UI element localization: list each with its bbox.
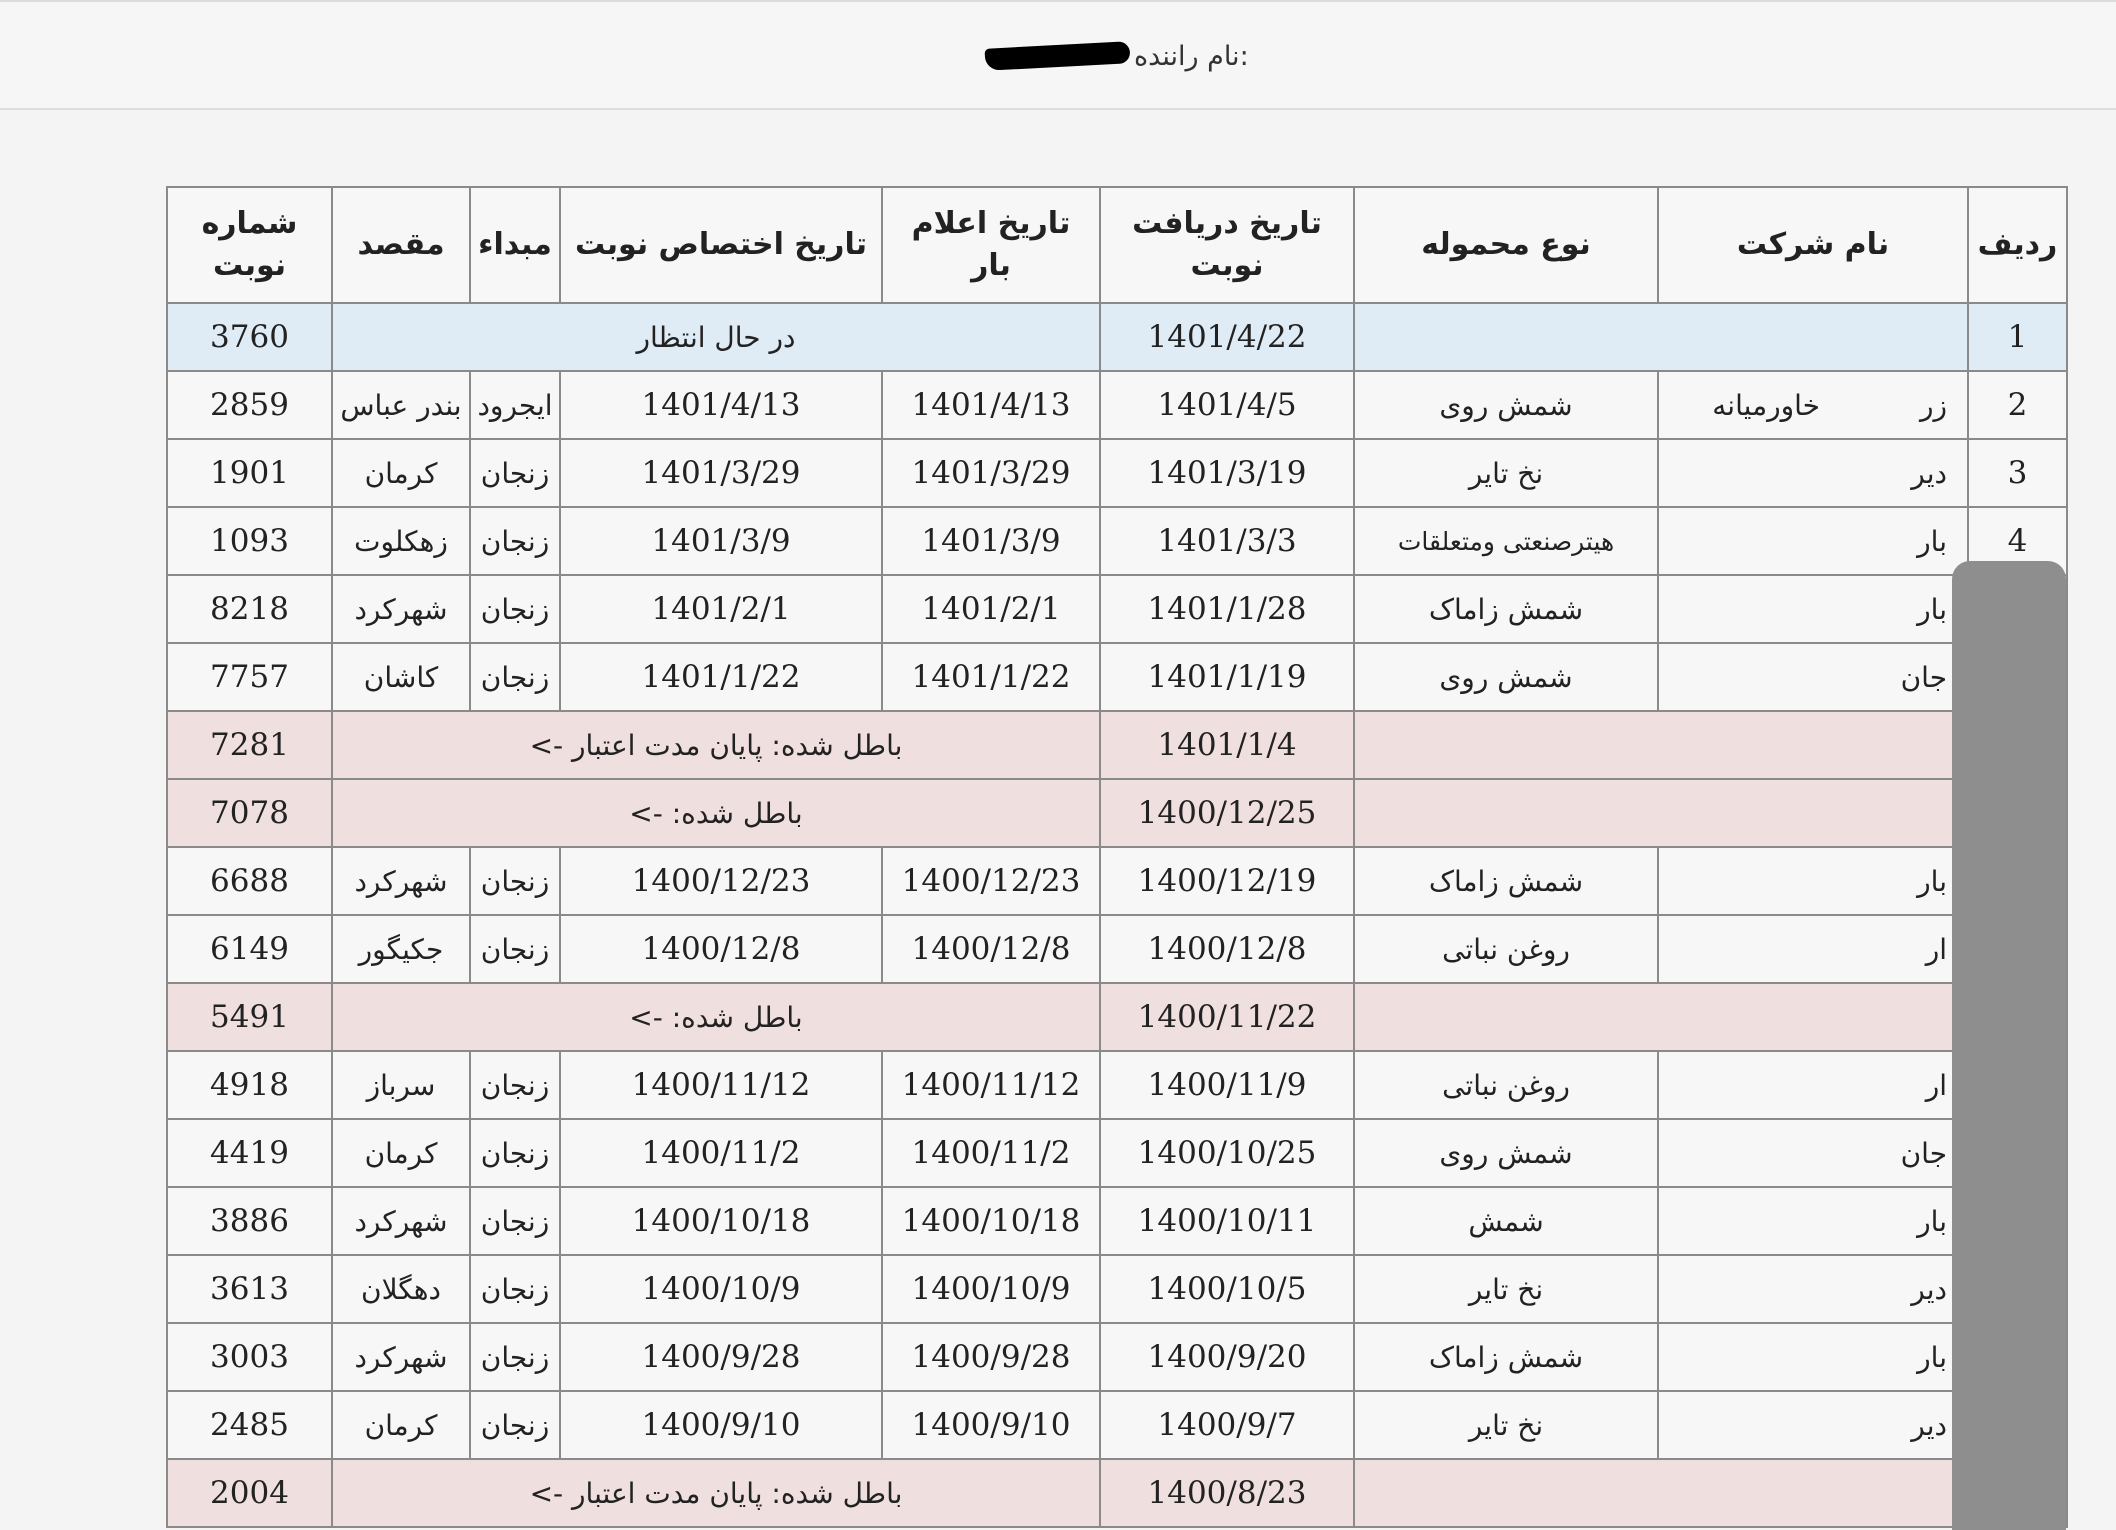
cell-received: 1400/10/5: [1100, 1255, 1354, 1323]
cell-origin: زنجان: [470, 643, 560, 711]
cell-received: 1400/9/20: [1100, 1323, 1354, 1391]
table-row: [167, 1391, 2067, 1459]
cell-origin: زنجان: [470, 915, 560, 983]
cell-company: دیر: [1658, 439, 1968, 507]
cell-assigned: 1400/9/10: [560, 1391, 882, 1459]
cell-cargo: شمش روی: [1354, 643, 1658, 711]
cell-announced: 1400/12/23: [882, 847, 1100, 915]
table-row: [167, 575, 2067, 643]
cell-number: 3003: [167, 1323, 332, 1391]
cell-assigned: 1401/4/13: [560, 371, 882, 439]
cell-company-head: زر: [1919, 388, 1947, 422]
col-header-origin: مبداء: [470, 187, 560, 303]
cell-company: ار: [1658, 1051, 1968, 1119]
cell-announced: 1400/10/18: [882, 1187, 1100, 1255]
cell-cargo: نخ تایر: [1354, 439, 1658, 507]
table-row: [167, 1459, 2067, 1527]
cell-destination: زهکلوت: [332, 507, 470, 575]
cell-status: باطل شده: پایان مدت اعتبار ->: [332, 711, 1100, 779]
cell-number: 7757: [167, 643, 332, 711]
cell-announced: 1401/4/13: [882, 371, 1100, 439]
cell-cargo: شمش زاماک: [1354, 847, 1658, 915]
cell-received: 1400/12/25: [1100, 779, 1354, 847]
cell-announced: 1400/9/10: [882, 1391, 1100, 1459]
cell-announced: 1400/11/2: [882, 1119, 1100, 1187]
cell-company: بار: [1658, 847, 1968, 915]
cell-received: 1400/8/23: [1100, 1459, 1354, 1527]
table-row: [167, 1187, 2067, 1255]
cell-company: بار: [1658, 575, 1968, 643]
cell-cargo: روغن نباتی: [1354, 915, 1658, 983]
cell-assigned: 1400/10/18: [560, 1187, 882, 1255]
cell-destination: جکیگور: [332, 915, 470, 983]
cell-destination: سرباز: [332, 1051, 470, 1119]
cell-company: [1658, 371, 1968, 439]
cell-origin: زنجان: [470, 1051, 560, 1119]
cell-number: 2485: [167, 1391, 332, 1459]
cell-assigned: 1401/1/22: [560, 643, 882, 711]
cell-announced: 1400/9/28: [882, 1323, 1100, 1391]
driver-name-label: نام راننده:: [1134, 40, 1249, 72]
cell-origin: زنجان: [470, 1323, 560, 1391]
cell-company: دیر: [1658, 1391, 1968, 1459]
cell-number: 4918: [167, 1051, 332, 1119]
cell-row: 4: [1968, 507, 2067, 575]
col-header-row: ردیف: [1968, 187, 2067, 303]
cell-empty: [1354, 303, 1968, 371]
cell-received: 1401/4/22: [1100, 303, 1354, 371]
cell-number: 6688: [167, 847, 332, 915]
cell-received: 1401/1/4: [1100, 711, 1354, 779]
cell-assigned: 1400/12/23: [560, 847, 882, 915]
table-row: [167, 303, 2067, 371]
cell-origin: زنجان: [470, 847, 560, 915]
cell-number: 3886: [167, 1187, 332, 1255]
cell-number: 7281: [167, 711, 332, 779]
cell-destination: شهرکرد: [332, 1323, 470, 1391]
cell-destination: کرمان: [332, 1391, 470, 1459]
cell-company: بار: [1658, 1187, 1968, 1255]
table-row: [167, 439, 2067, 507]
cell-assigned: 1401/2/1: [560, 575, 882, 643]
cell-received: 1401/4/5: [1100, 371, 1354, 439]
table-row: [167, 1119, 2067, 1187]
cell-company: ار: [1658, 915, 1968, 983]
page-header: [0, 0, 2116, 110]
cell-origin: زنجان: [470, 575, 560, 643]
cell-destination: شهرکرد: [332, 1187, 470, 1255]
cell-number: 7078: [167, 779, 332, 847]
cell-destination: دهگلان: [332, 1255, 470, 1323]
driver-name-line: [985, 32, 1249, 80]
col-header-company: نام شرکت: [1658, 187, 1968, 303]
cell-number: 3760: [167, 303, 332, 371]
cell-company: بار: [1658, 1323, 1968, 1391]
cell-destination: بندر عباس: [332, 371, 470, 439]
cell-cargo: نخ تایر: [1354, 1391, 1658, 1459]
cell-company: جان: [1658, 1119, 1968, 1187]
cell-destination: کرمان: [332, 1119, 470, 1187]
cell-number: 1901: [167, 439, 332, 507]
cell-destination: کرمان: [332, 439, 470, 507]
cell-company: دیر: [1658, 1255, 1968, 1323]
cell-received: 1401/1/28: [1100, 575, 1354, 643]
cell-cargo: شمش زاماک: [1354, 1323, 1658, 1391]
cell-destination: کاشان: [332, 643, 470, 711]
cell-empty: [1354, 779, 1968, 847]
table-row: [167, 915, 2067, 983]
col-header-destination: مقصد: [332, 187, 470, 303]
cell-assigned: 1401/3/9: [560, 507, 882, 575]
cell-announced: 1400/11/12: [882, 1051, 1100, 1119]
table-row: [167, 711, 2067, 779]
cell-company-tail: خاورمیانه: [1712, 388, 1820, 422]
cell-row: 2: [1968, 371, 2067, 439]
cell-cargo: نخ تایر: [1354, 1255, 1658, 1323]
driver-name-redaction: [985, 41, 1131, 71]
cell-announced: 1400/10/9: [882, 1255, 1100, 1323]
cell-origin: زنجان: [470, 439, 560, 507]
cell-destination: شهرکرد: [332, 575, 470, 643]
cell-cargo: شمش روی: [1354, 1119, 1658, 1187]
cell-origin: زنجان: [470, 1391, 560, 1459]
cell-cargo: شمش روی: [1354, 371, 1658, 439]
table-row: [167, 1255, 2067, 1323]
cell-number: 6149: [167, 915, 332, 983]
cell-status: باطل شده: ->: [332, 779, 1100, 847]
cell-origin: زنجان: [470, 1187, 560, 1255]
cell-announced: 1401/3/9: [882, 507, 1100, 575]
cell-company: جان: [1658, 643, 1968, 711]
table-row: [167, 847, 2067, 915]
cell-received: 1400/12/19: [1100, 847, 1354, 915]
cell-received: 1401/3/3: [1100, 507, 1354, 575]
cell-assigned: 1400/11/12: [560, 1051, 882, 1119]
cell-empty: [1354, 1459, 1968, 1527]
cell-cargo: هیترصنعتی ومتعلقات: [1354, 507, 1658, 575]
cell-status: باطل شده: پایان مدت اعتبار ->: [332, 1459, 1100, 1527]
table-header-row: [167, 187, 2067, 303]
cell-cargo: شمش: [1354, 1187, 1658, 1255]
cell-status: باطل شده: ->: [332, 983, 1100, 1051]
cell-cargo: روغن نباتی: [1354, 1051, 1658, 1119]
cell-received: 1401/1/19: [1100, 643, 1354, 711]
cell-number: 1093: [167, 507, 332, 575]
cell-received: 1400/11/9: [1100, 1051, 1354, 1119]
cell-received: 1401/3/19: [1100, 439, 1354, 507]
table-row: [167, 507, 2067, 575]
cell-assigned: 1401/3/29: [560, 439, 882, 507]
cell-received: 1400/9/7: [1100, 1391, 1354, 1459]
cell-number: 8218: [167, 575, 332, 643]
cell-origin: زنجان: [470, 507, 560, 575]
table-row: [167, 643, 2067, 711]
cell-empty: [1354, 983, 1968, 1051]
cell-origin: زنجان: [470, 1255, 560, 1323]
cell-announced: 1401/1/22: [882, 643, 1100, 711]
table-row: [167, 1323, 2067, 1391]
cell-announced: 1400/12/8: [882, 915, 1100, 983]
cell-row: 1: [1968, 303, 2067, 371]
cell-row: 3: [1968, 439, 2067, 507]
cell-number: 2004: [167, 1459, 332, 1527]
cell-origin: ایجرود: [470, 371, 560, 439]
col-header-number: شماره نوبت: [167, 187, 332, 303]
cell-number: 5491: [167, 983, 332, 1051]
table-row: [167, 983, 2067, 1051]
cell-assigned: 1400/11/2: [560, 1119, 882, 1187]
cell-number: 2859: [167, 371, 332, 439]
turns-table-container: [166, 186, 2066, 1528]
cell-assigned: 1400/12/8: [560, 915, 882, 983]
cell-assigned: 1400/9/28: [560, 1323, 882, 1391]
turns-table: [166, 186, 2068, 1528]
cell-number: 4419: [167, 1119, 332, 1187]
cell-received: 1400/10/11: [1100, 1187, 1354, 1255]
table-row: [167, 371, 2067, 439]
cell-announced: 1401/3/29: [882, 439, 1100, 507]
cell-status: در حال انتظار: [332, 303, 1100, 371]
col-header-announced: تاریخ اعلام بار: [882, 187, 1100, 303]
cell-received: 1400/10/25: [1100, 1119, 1354, 1187]
cell-destination: شهرکرد: [332, 847, 470, 915]
cell-origin: زنجان: [470, 1119, 560, 1187]
company-name-redaction: [1952, 561, 2066, 1530]
cell-assigned: 1400/10/9: [560, 1255, 882, 1323]
col-header-cargo: نوع محموله: [1354, 187, 1658, 303]
table-row: [167, 779, 2067, 847]
cell-announced: 1401/2/1: [882, 575, 1100, 643]
table-row: [167, 1051, 2067, 1119]
cell-received: 1400/11/22: [1100, 983, 1354, 1051]
col-header-assigned: تاریخ اختصاص نوبت: [560, 187, 882, 303]
cell-number: 3613: [167, 1255, 332, 1323]
col-header-received: تاریخ دریافت نوبت: [1100, 187, 1354, 303]
cell-company: بار: [1658, 507, 1968, 575]
cell-received: 1400/12/8: [1100, 915, 1354, 983]
cell-empty: [1354, 711, 1968, 779]
cell-cargo: شمش زاماک: [1354, 575, 1658, 643]
